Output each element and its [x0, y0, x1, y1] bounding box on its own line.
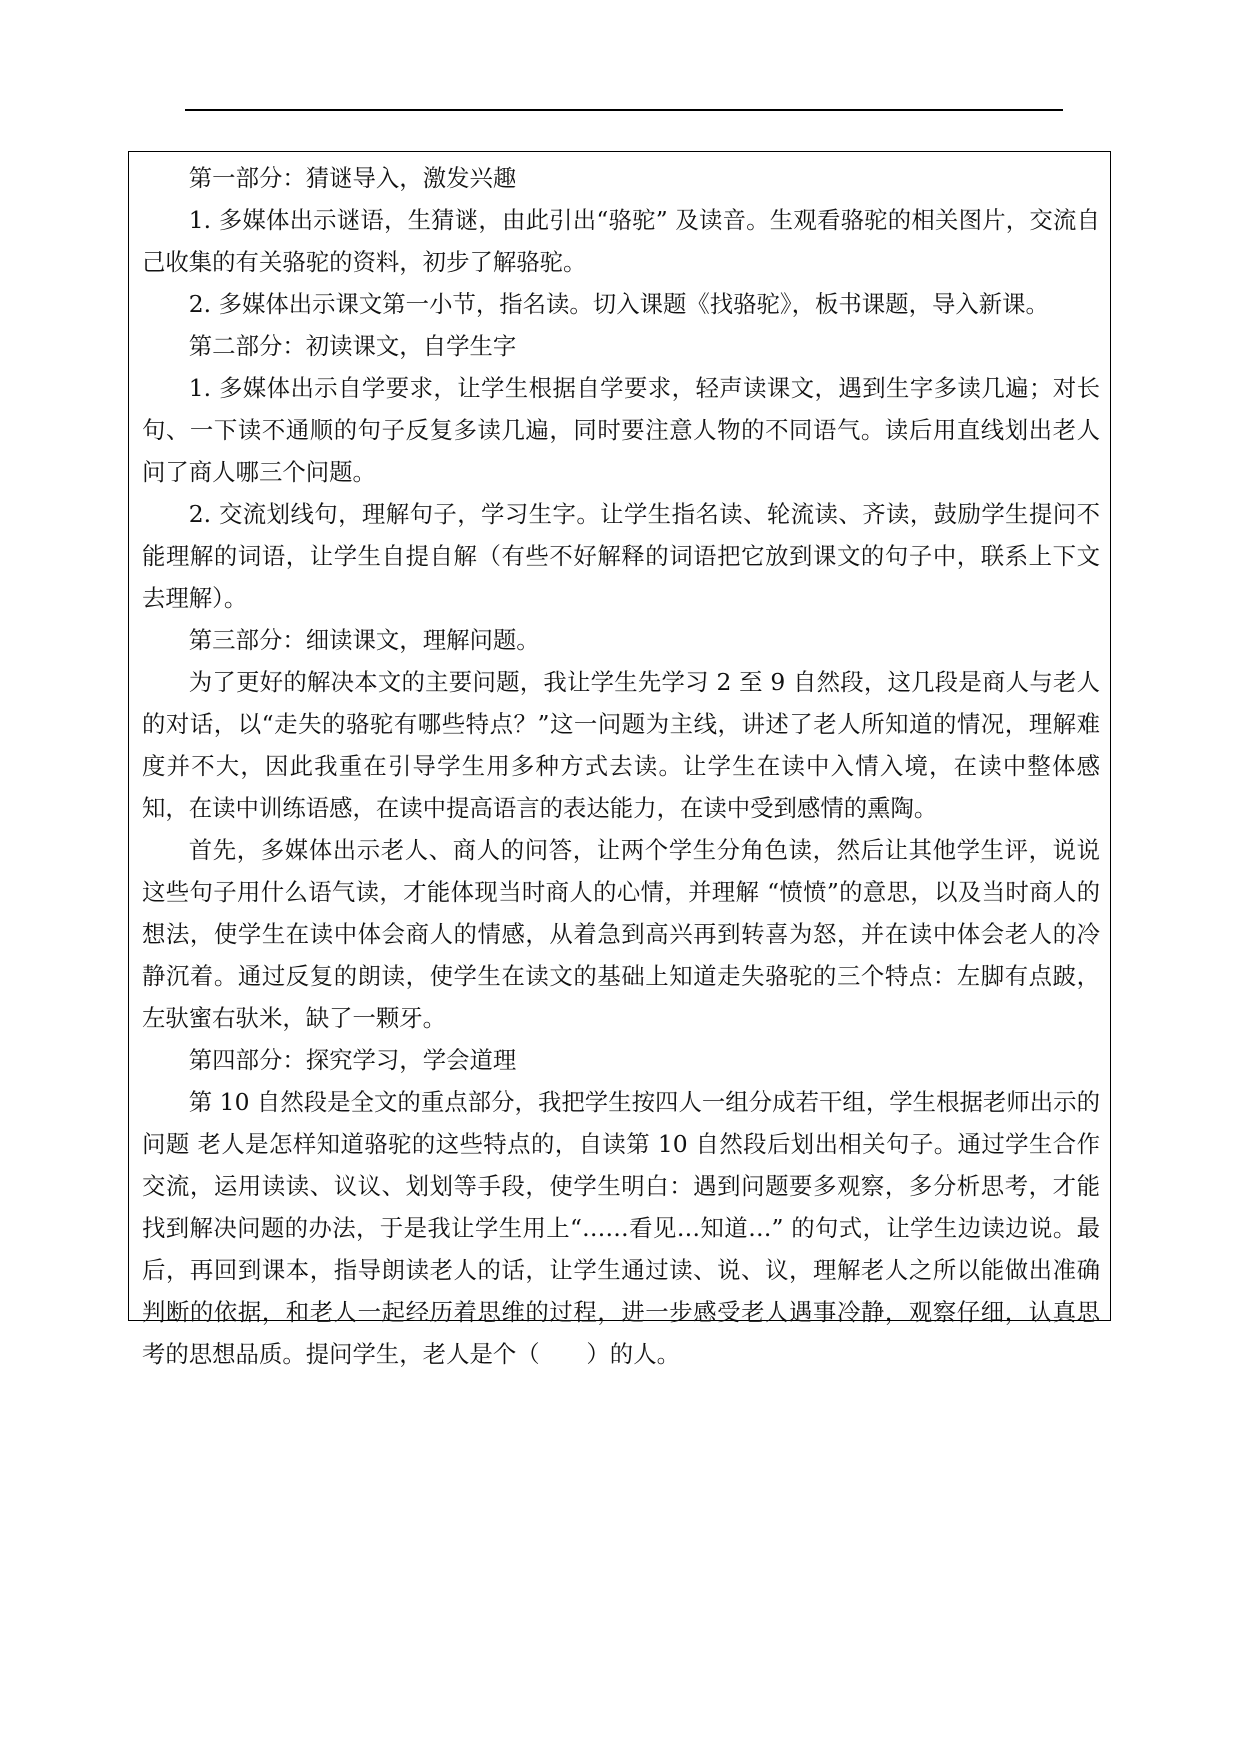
content-body — [142, 157, 1100, 1375]
paragraph: 为了更好的解决本文的主要问题，我让学生先学习 2 至 9 自然段，这几段是商人与老人的对话，以“走失的骆驼有哪些特点？”这一问题为主线，讲述了老人所知道的情况，理解难度并不大，因此我重在引导学生用多种方式去读。让学生在读中入情入境，在读中整体感知，在读中训练语感，在读中提高语言的表达能力，在读中受到感情的熏陶。 — [142, 668, 1100, 822]
paragraph: 1. 多媒体出示自学要求，让学生根据自学要求，轻声读课文，遇到生字多读几遍；对长句、一下读不通顺的句子反复多读几遍，同时要注意人物的不同语气。读后用直线划出老人问了商人哪三个问题。 — [142, 374, 1100, 486]
paragraph: 首先，多媒体出示老人、商人的问答，让两个学生分角色读，然后让其他学生评，说说这些句子用什么语气读，才能体现当时商人的心情，并理解 “愤愤”的意思，以及当时商人的想法，使学生在读中体会商人的情感，从着急到高兴再到转喜为怒，并在读中体会老人的冷静沉着。通过反复的朗读，使学生在读文的基础上知道走失骆驼的三个特点：左脚有点跛，左驮蜜右驮米，缺了一颗牙。 — [142, 836, 1100, 1032]
section-heading-4: 第四部分：探究学习，学会道理 — [188, 1046, 517, 1074]
paragraph: 2. 多媒体出示课文第一小节，指名读。切入课题《找骆驼》，板书课题，导入新课。 — [188, 290, 1049, 318]
section-heading-1: 第一部分：猜谜导入，激发兴趣 — [188, 164, 517, 192]
section-heading-3: 第三部分：细读课文，理解问题。 — [188, 626, 540, 654]
paragraph: 2. 交流划线句，理解句子，学习生字。让学生指名读、轮流读、齐读，鼓励学生提问不能理解的词语，让学生自提自解（有些不好解释的词语把它放到课文的句子中，联系上下文去理解）。 — [142, 500, 1100, 612]
section-heading-2: 第二部分：初读课文，自学生字 — [188, 332, 517, 360]
content-table-cell — [128, 151, 1111, 1368]
paragraph: 1. 多媒体出示谜语，生猜谜，由此引出“骆驼” 及读音。生观看骆驼的相关图片，交流自己收集的有关骆驼的资料，初步了解骆驼。 — [142, 206, 1100, 276]
paragraph: 第 10 自然段是全文的重点部分，我把学生按四人一组分成若干组，学生根据老师出示的问题 老人是怎样知道骆驼的这些特点的，自读第 10 自然段后划出相关句子。通过学生合作交流，运用读读、议议、划划等手段，使学生明白：遇到问题要多观察，多分析思考，才能找到解决问题的办法，于是我让学生用上“……看见…知道…” 的句式，让学生边读边说。最后，再回到课本，指导朗读老人的话，让学生通过读、说、议，理解老人之所以能做出准确判断的依据，和老人一起经历着思维的过程，进一步感受老人遇事冷静，观察仔细，认真思考的思想品质。提问学生，老人是个（ ）的人。 — [142, 1088, 1100, 1368]
header-rule — [185, 109, 1063, 111]
